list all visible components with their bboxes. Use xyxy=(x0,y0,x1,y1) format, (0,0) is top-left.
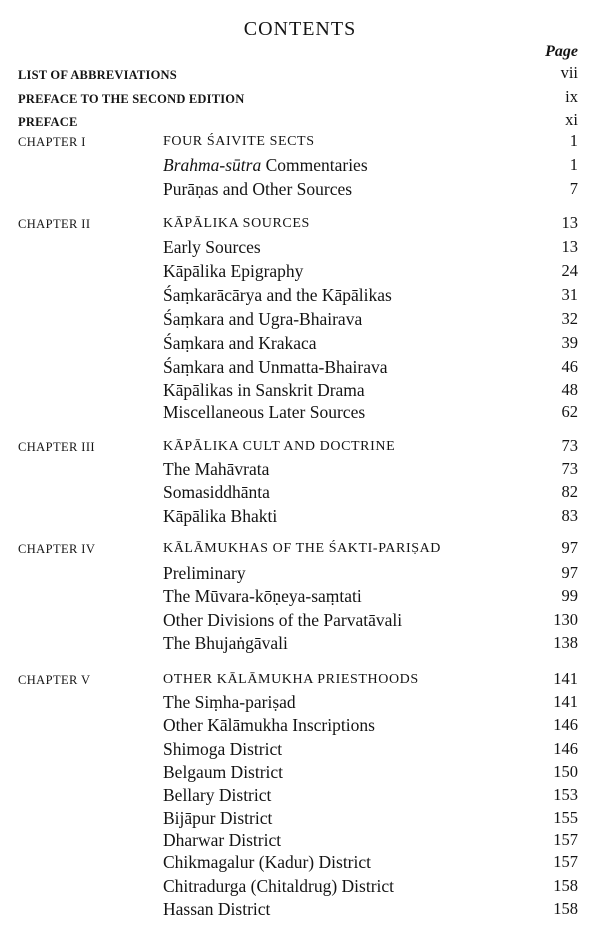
front-matter-row xyxy=(0,87,600,107)
page-number: 62 xyxy=(561,402,578,421)
section-row xyxy=(0,179,600,199)
section-title-text: Dharwar District xyxy=(163,830,282,850)
chapter-number: CHAPTER I xyxy=(18,135,86,149)
section-row xyxy=(0,808,600,828)
chapter-title: OTHER KĀLĀMUKHA PRIESTHOODS xyxy=(163,672,419,687)
section-title xyxy=(163,692,296,712)
section-row xyxy=(0,285,600,305)
page-number: 158 xyxy=(553,876,578,895)
page-number: 157 xyxy=(553,830,578,849)
section-title xyxy=(163,261,303,281)
section-title xyxy=(163,155,368,175)
page-number: 83 xyxy=(561,506,578,525)
page-number: 48 xyxy=(561,380,578,399)
section-row xyxy=(0,309,600,329)
section-title xyxy=(163,876,394,896)
section-title xyxy=(163,237,261,257)
page-number: 39 xyxy=(561,333,578,352)
page-number: 146 xyxy=(553,715,578,734)
section-title-text: Other Kālāmukha Inscriptions xyxy=(163,715,375,735)
page-number: 46 xyxy=(561,357,578,376)
page-number: 82 xyxy=(561,482,578,501)
section-title xyxy=(163,808,272,828)
page-number: 1 xyxy=(569,155,578,174)
section-title xyxy=(163,739,282,759)
section-title-text: Commentaries xyxy=(261,155,368,175)
section-title-text: Kāpālika Bhakti xyxy=(163,506,278,526)
section-title xyxy=(163,309,362,329)
section-title-text: Śaṃkara and Ugra-Bhairava xyxy=(163,309,363,329)
page-column-heading: Page xyxy=(545,43,578,60)
page-number: 138 xyxy=(553,633,578,652)
page-number: 32 xyxy=(561,309,578,328)
section-row xyxy=(0,563,600,583)
chapter-heading-row xyxy=(0,538,600,558)
page-number: xi xyxy=(565,110,578,129)
section-row xyxy=(0,692,600,712)
page-number: 24 xyxy=(561,261,578,280)
section-title xyxy=(163,333,317,353)
section-row xyxy=(0,739,600,759)
section-title-text: Chikmagalur (Kadur) District xyxy=(163,852,372,872)
section-row xyxy=(0,380,600,400)
page-number: 7 xyxy=(569,179,578,198)
section-title-text: Kāpālika Epigraphy xyxy=(163,261,304,281)
section-row xyxy=(0,852,600,872)
section-row xyxy=(0,482,600,502)
section-title xyxy=(163,459,269,479)
page-number: 130 xyxy=(553,610,578,629)
page-number: 13 xyxy=(561,237,578,256)
front-matter-row xyxy=(0,63,600,83)
section-title xyxy=(163,762,283,782)
section-row xyxy=(0,155,600,175)
section-row xyxy=(0,899,600,919)
page-number: 1 xyxy=(569,131,578,150)
section-title xyxy=(163,402,365,422)
chapter-heading-row xyxy=(0,669,600,689)
page-number: 13 xyxy=(561,213,578,232)
page-number: 73 xyxy=(561,436,578,455)
section-title-text: Śaṃkarācārya and the Kāpālikas xyxy=(163,285,392,305)
page-number: 141 xyxy=(553,669,578,688)
section-row xyxy=(0,633,600,653)
section-row xyxy=(0,785,600,805)
section-row xyxy=(0,762,600,782)
section-title-text: Preliminary xyxy=(163,563,246,583)
page-number: ix xyxy=(565,87,578,106)
section-title-text: Chitradurga (Chitaldrug) District xyxy=(163,876,395,896)
section-row xyxy=(0,402,600,422)
page-number: 97 xyxy=(561,538,578,557)
section-title-text: Shimoga District xyxy=(163,739,283,759)
section-title-text: Somasiddhānta xyxy=(163,482,270,502)
page-number: 158 xyxy=(553,899,578,918)
section-title-text: Miscellaneous Later Sources xyxy=(163,402,366,422)
section-title-italic: Brahma-sūtra xyxy=(163,155,262,175)
section-row xyxy=(0,715,600,735)
section-title xyxy=(163,899,270,919)
section-title-text: The Mahāvrata xyxy=(163,459,270,479)
section-title-text: Hassan District xyxy=(163,899,271,919)
page-number: 155 xyxy=(553,808,578,827)
section-row xyxy=(0,459,600,479)
section-title xyxy=(163,610,402,630)
page-number: 31 xyxy=(561,285,578,304)
chapter-number: CHAPTER V xyxy=(18,673,91,687)
page-number: vii xyxy=(560,63,578,82)
section-title xyxy=(163,852,371,872)
chapter-heading-row xyxy=(0,436,600,456)
section-title-text: The Mūvara-kōṇeya-saṃtati xyxy=(163,586,362,606)
front-matter-label: PREFACE xyxy=(18,115,78,129)
chapter-title: KĀLĀMUKHAS OF THE ŚAKTI-PARIṢAD xyxy=(163,541,442,556)
page-number: 153 xyxy=(553,785,578,804)
section-title-text: Bellary District xyxy=(163,785,272,805)
section-title-text: Other Divisions of the Parvatāvali xyxy=(163,610,403,630)
section-title-text: Śaṃkara and Krakaca xyxy=(163,333,317,353)
section-title-text: Purāṇas and Other Sources xyxy=(163,179,353,199)
chapter-title: KĀPĀLIKA CULT AND DOCTRINE xyxy=(163,439,396,454)
section-title xyxy=(163,633,288,653)
page-number: 150 xyxy=(553,762,578,781)
page-number: 73 xyxy=(561,459,578,478)
page-number: 99 xyxy=(561,586,578,605)
section-row xyxy=(0,357,600,377)
chapter-number: CHAPTER IV xyxy=(18,542,96,556)
section-title xyxy=(163,715,375,735)
page-number: 146 xyxy=(553,739,578,758)
chapter-number: CHAPTER III xyxy=(18,440,95,454)
section-title xyxy=(163,380,365,400)
section-row xyxy=(0,237,600,257)
section-row xyxy=(0,830,600,850)
section-title xyxy=(163,563,246,583)
chapter-heading-row xyxy=(0,213,600,233)
section-row xyxy=(0,261,600,281)
page-number: 141 xyxy=(553,692,578,711)
page-number: 157 xyxy=(553,852,578,871)
section-title xyxy=(163,785,271,805)
section-title-text: Śaṃkara and Unmatta-Bhairava xyxy=(163,357,388,377)
section-title xyxy=(163,482,270,502)
section-row xyxy=(0,586,600,606)
section-row xyxy=(0,610,600,630)
front-matter-label: LIST OF ABBREVIATIONS xyxy=(18,68,177,82)
section-row xyxy=(0,506,600,526)
section-title xyxy=(163,285,392,305)
chapter-title: KĀPĀLIKA SOURCES xyxy=(163,216,310,231)
contents-title: CONTENTS xyxy=(243,18,357,40)
chapter-heading-row xyxy=(0,131,600,151)
section-title xyxy=(163,586,362,606)
section-title xyxy=(163,506,277,526)
front-matter-row xyxy=(0,110,600,130)
page-number: 97 xyxy=(561,563,578,582)
section-row xyxy=(0,876,600,896)
section-title-text: Early Sources xyxy=(163,237,261,257)
section-title-text: Bijāpur District xyxy=(163,808,273,828)
chapter-number: CHAPTER II xyxy=(18,217,91,231)
section-title xyxy=(163,830,281,850)
section-title-text: Kāpālikas in Sanskrit Drama xyxy=(163,380,365,400)
front-matter-label: PREFACE TO THE SECOND EDITION xyxy=(18,92,245,106)
section-title xyxy=(163,357,388,377)
section-row xyxy=(0,333,600,353)
section-title-text: Belgaum District xyxy=(163,762,284,782)
section-title-text: The Bhujaṅgāvali xyxy=(163,633,288,653)
section-title xyxy=(163,179,352,199)
section-title-text: The Siṃha-pariṣad xyxy=(163,692,296,712)
chapter-title: FOUR ŚAIVITE SECTS xyxy=(163,134,315,149)
